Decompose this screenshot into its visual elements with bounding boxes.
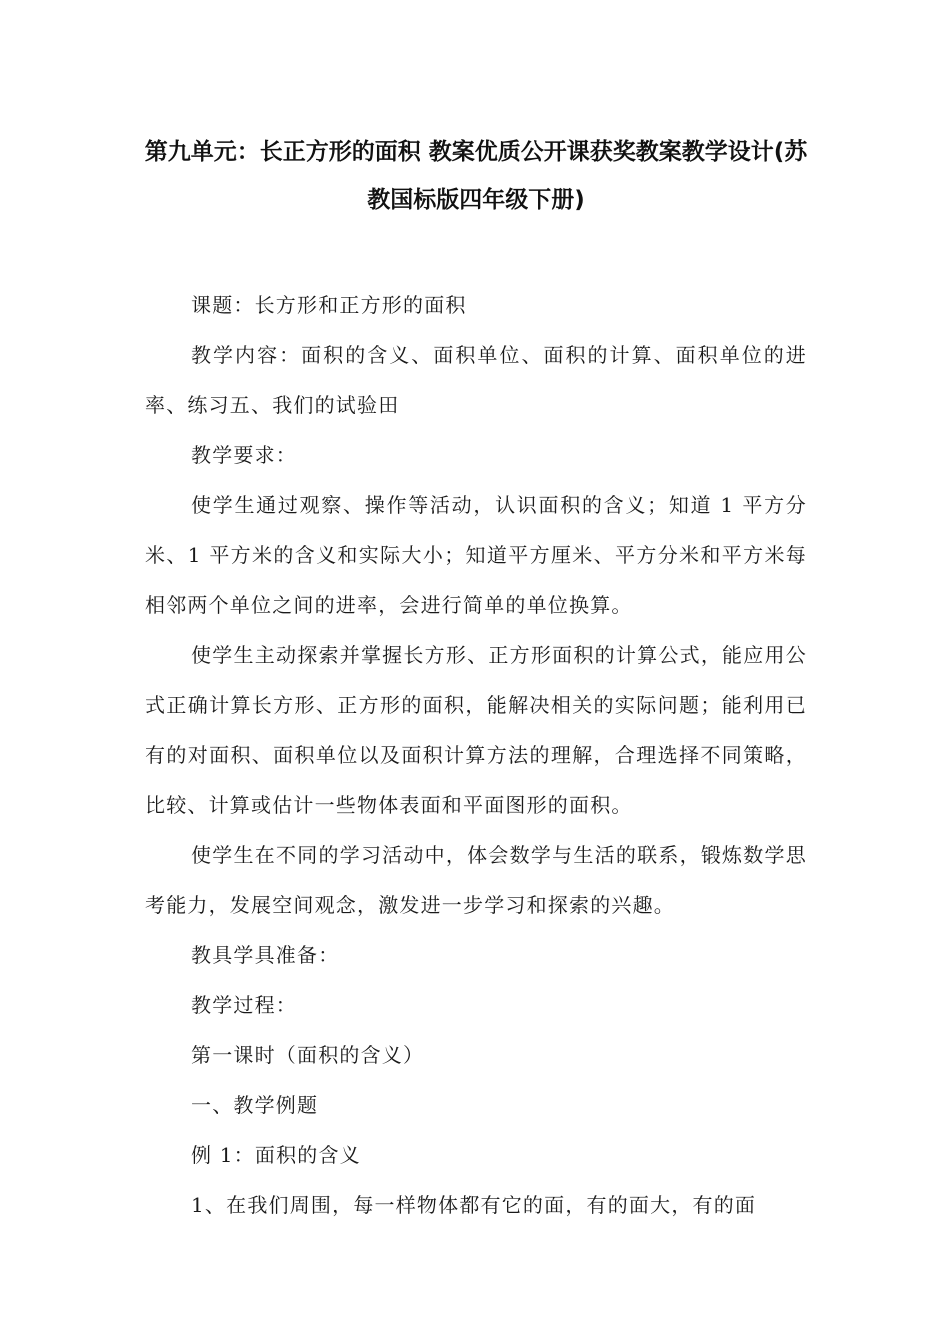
paragraph-section-one: 一、教学例题 [191,1093,319,1117]
paragraph-lesson-one: 第一课时（面积的含义） [191,1043,425,1067]
paragraph-requirement-1: 使学生通过观察、操作等活动，认识面积的含义；知道 1 平方分米、1 平方米的含义和实际大小；知道平方厘米、平方分米和平方米每相邻两个单位之间的进率，会进行简单的单位换算。 [145,493,807,617]
paragraph-process: 教学过程： [191,993,297,1017]
paragraph-materials: 教具学具准备： [191,943,340,967]
paragraph-content: 教学内容：面积的含义、面积单位、面积的计算、面积单位的进率、练习五、我们的试验田 [145,343,807,417]
paragraph-step-one: 1、在我们周围，每一样物体都有它的面，有的面大，有的面 [191,1193,757,1217]
paragraph-requirement-3: 使学生在不同的学习活动中，体会数学与生活的联系，锻炼数学思考能力，发展空间观念，激发进一步学习和探索的兴趣。 [145,843,807,917]
document-body [145,280,807,1230]
paragraph-requirements-heading: 教学要求： [191,443,297,467]
paragraph-topic: 课题：长方形和正方形的面积 [191,293,467,317]
paragraph-requirement-2: 使学生主动探索并掌握长方形、正方形面积的计算公式，能应用公式正确计算长方形、正方形的面积，能解决相关的实际问题；能利用已有的对面积、面积单位以及面积计算方法的理解，合理选择不同策略，比较、计算或估计一些物体表面和平面图形的面积。 [145,643,807,817]
document-title: 第九单元：长正方形的面积 教案优质公开课获奖教案教学设计(苏教国标版四年级下册) [144,139,808,213]
paragraph-example-one: 例 1：面积的含义 [191,1143,361,1167]
